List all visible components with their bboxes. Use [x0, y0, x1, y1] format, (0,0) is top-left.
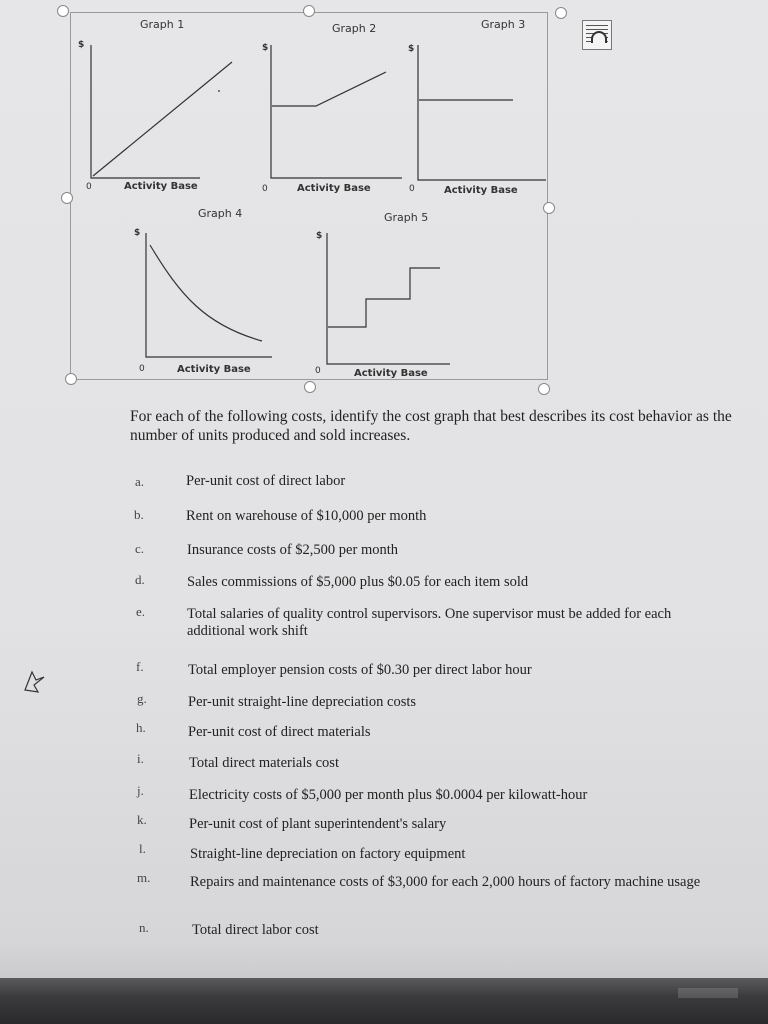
item-letter: b. — [134, 507, 144, 522]
item-text: Total direct labor cost — [192, 922, 319, 938]
item-letter: j. — [137, 783, 144, 798]
cost-graphs-drawing — [0, 0, 768, 400]
item-letter: n. — [139, 920, 149, 935]
question-instructions: For each of the following costs, identify the cost graph that best describes its cost behavior as the number of units produced and sold increases. — [130, 408, 732, 444]
graph-4-curve — [150, 245, 262, 341]
graph-4-y-label: $ — [134, 228, 141, 238]
item-text: Rent on warehouse of $10,000 per month — [186, 508, 427, 524]
graph-2-origin: 0 — [262, 184, 268, 194]
graph-1-y-label: $ — [78, 40, 85, 50]
graph-5-y-label: $ — [316, 231, 323, 241]
item-letter: l. — [139, 841, 146, 856]
item-letter: h. — [136, 720, 146, 735]
mouse-pointer-icon — [22, 668, 48, 694]
item-text: Total salaries of quality control supervisors. One supervisor must be added for each additional work shift — [187, 606, 672, 639]
item-letter: e. — [136, 604, 146, 619]
graph-5-steps — [328, 268, 440, 327]
graph-2-title: Graph 2 — [332, 22, 377, 35]
graph-5-title: Graph 5 — [384, 211, 429, 224]
item-letter: i. — [137, 751, 144, 766]
graph-3-origin: 0 — [409, 184, 415, 194]
item-letter: a. — [135, 474, 145, 489]
item-letter: d. — [135, 572, 145, 587]
item-text: Per-unit cost of direct materials — [188, 724, 371, 740]
graph-1-line — [93, 62, 232, 176]
graph-1-origin: 0 — [86, 182, 92, 192]
graph-1-axes — [91, 45, 200, 178]
graph-4-title: Graph 4 — [198, 207, 243, 220]
item-text: Per-unit straight-line depreciation costs — [188, 694, 417, 710]
item-text: Per-unit cost of direct labor — [186, 473, 346, 489]
graph-3-y-label: $ — [408, 44, 415, 54]
graph-2-x-label: Activity Base — [297, 183, 371, 194]
item-text: Sales commissions of $5,000 plus $0.05 for each item sold — [187, 574, 529, 590]
item-text: Total employer pension costs of $0.30 per direct labor hour — [188, 662, 532, 678]
item-letter: c. — [135, 541, 145, 556]
layout-options-icon[interactable] — [582, 20, 612, 50]
item-text: Per-unit cost of plant superintendent's salary — [189, 816, 447, 832]
graph-1-x-label: Activity Base — [124, 181, 198, 192]
item-letter: m. — [137, 870, 151, 885]
item-text: Insurance costs of $2,500 per month — [187, 542, 399, 558]
item-text: Straight-line depreciation on factory equipment — [190, 846, 466, 862]
screen-bezel — [0, 978, 768, 1024]
graph-3-x-label: Activity Base — [444, 185, 518, 196]
graph-1-title: Graph 1 — [140, 18, 185, 31]
graph-5-origin: 0 — [315, 366, 321, 376]
item-text: Total direct materials cost — [189, 755, 339, 771]
graph-3-title: Graph 3 — [481, 18, 526, 31]
graph-5-x-label: Activity Base — [354, 368, 428, 379]
graph-2-axes — [271, 45, 402, 178]
item-letter: f. — [136, 659, 144, 674]
item-letter: g. — [137, 691, 147, 706]
graph-3-axes — [418, 45, 546, 180]
item-text: Repairs and maintenance costs of $3,000 for each 2,000 hours of factory machine usage — [190, 874, 701, 890]
graph-2-line — [272, 72, 386, 106]
item-letter: k. — [137, 812, 147, 827]
item-text: Electricity costs of $5,000 per month plus $0.0004 per kilowatt-hour — [189, 787, 588, 803]
graph-4-origin: 0 — [139, 364, 145, 374]
graph-2-y-label: $ — [262, 43, 269, 53]
graph-4-x-label: Activity Base — [177, 364, 251, 375]
